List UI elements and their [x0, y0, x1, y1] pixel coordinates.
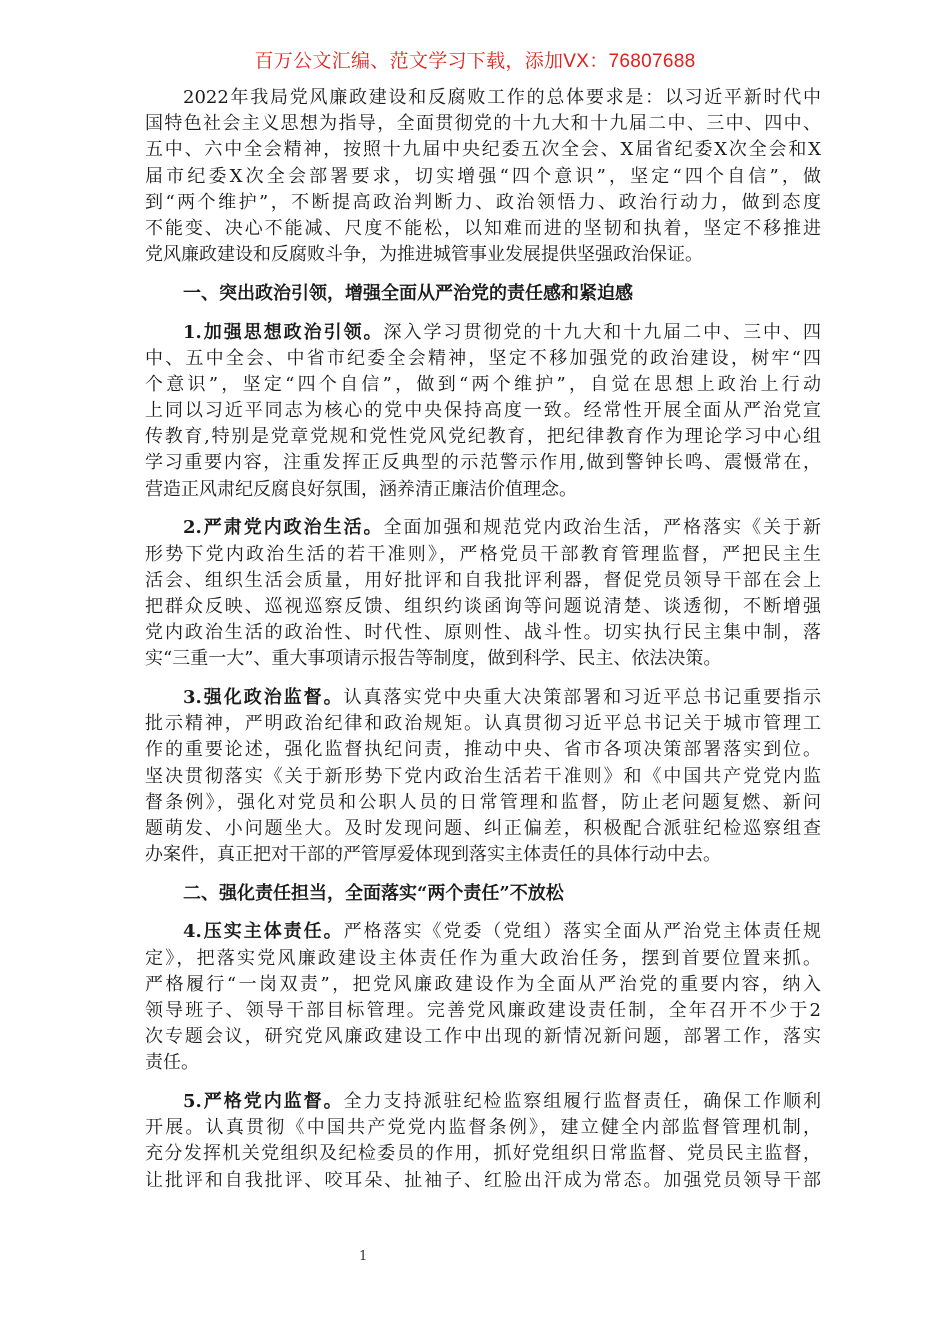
- text-line: [145, 372, 821, 398]
- line-text: 定》，把落实党风廉政建设主体责任作为重大政治任务，摆到首要位置来抓。: [145, 947, 821, 969]
- page-number: 1: [359, 1249, 368, 1264]
- line-text: 五中、六中全会精神，按照十九届中央纪委五次全会、X届省纪委X次全会和X: [145, 139, 821, 161]
- text-line: [145, 450, 821, 476]
- paragraph: [145, 320, 821, 503]
- line-text: 次专题会议，研究党风廉政建设工作中出现的新情况新问题，部署工作，落实: [145, 1026, 821, 1048]
- line-text: 把群众反映、巡视巡察反馈、组织约谈函询等问题说清楚、谈透彻，不断增强: [145, 595, 821, 617]
- text-line: [145, 946, 821, 972]
- line-text: 2022年我局党风廉政建设和反腐败工作的总体要求是：以习近平新时代中: [183, 87, 821, 108]
- paragraph-lead: 4.压实主体责任。: [183, 921, 344, 943]
- line-text: 题萌发、小问题坐大。及时发现问题、纠正偏差，积极配合派驻纪检巡察组查: [145, 817, 821, 839]
- line-text: 国特色社会主义思想为指导，全面贯彻党的十九大和十九届二中、三中、四中、: [145, 113, 821, 135]
- line-text: 领导班子、领导干部目标管理。完善党风廉政建设责任制，全年召开不少于2: [145, 1000, 821, 1021]
- section-heading: [145, 281, 821, 307]
- text-line: [145, 85, 821, 111]
- paragraph: [145, 685, 821, 868]
- text-line: [145, 1168, 821, 1194]
- line-text: 严格履行“一岗双责”，把党风廉政建设作为全面从严治党的重要内容，纳入: [145, 973, 821, 995]
- line-text: 一、突出政治引领，增强全面从严治党的责任感和紧迫感: [183, 282, 633, 304]
- text-line: [145, 842, 821, 868]
- line-text: 作的重要论述，强化监督执纪问责，推动中央、省市各项决策部署落实到位。: [145, 739, 821, 761]
- text-line: [145, 346, 821, 372]
- text-line: [145, 685, 821, 711]
- text-line: [145, 111, 821, 137]
- text-line: [145, 594, 821, 620]
- line-text: 党内政治生活的政治性、时代性、原则性、战斗性。切实执行民主集中制，落: [145, 622, 821, 644]
- paragraph: [145, 919, 821, 1076]
- line-text: 批示精神，严明政治纪律和政治规矩。认真贯彻习近平总书记关于城市管理工: [145, 713, 821, 735]
- text-line: [145, 711, 821, 737]
- text-line: [145, 190, 821, 216]
- document-body: [145, 85, 821, 1206]
- line-text: 中、五中全会、中省市纪委全会精神，坚定不移加强党的政治建设，树牢“四: [145, 347, 821, 369]
- line-text: 传教育,特别是党章党规和党性党风党纪教育，把纪律教育作为理论学习中心组: [145, 426, 821, 448]
- line-text: 党风廉政建设和反腐败斗争，为推进城管事业发展提供坚强政治保证。: [145, 244, 703, 266]
- line-text: 上同以习近平同志为核心的党中央保持高度一致。经常性开展全面从严治党宣: [145, 400, 821, 422]
- text-line: [145, 816, 821, 842]
- text-line: [145, 881, 821, 907]
- line-text: 个意识”，坚定“四个自信”，做到“两个维护”，自觉在思想上政治上行动: [145, 373, 821, 395]
- text-line: [145, 646, 821, 672]
- text-line: [145, 542, 821, 568]
- text-line: [145, 620, 821, 646]
- text-line: [145, 998, 821, 1024]
- text-line: [145, 1141, 821, 1167]
- text-line: [145, 515, 821, 541]
- line-text: 全面加强和规范党内政治生活，严格落实《关于新: [383, 517, 822, 539]
- text-line: [145, 137, 821, 163]
- text-line: [145, 1024, 821, 1050]
- paragraph: [145, 85, 821, 268]
- text-line: [145, 568, 821, 594]
- line-text: 形势下党内政治生活的若干准则》，严格党员干部教育管理监督，严把民主生: [145, 543, 821, 565]
- line-text: 届市纪委X次全会部署要求，切实增强“四个意识”，坚定“四个自信”，做: [145, 165, 821, 187]
- text-line: [145, 281, 821, 307]
- line-text: 严格落实《党委（党组）落实全面从严治党主体责任规: [343, 921, 821, 943]
- text-line: [145, 164, 821, 190]
- line-text: 全力支持派驻纪检监察组履行监督责任，确保工作顺利: [343, 1091, 821, 1113]
- paragraph-lead: 3.强化政治监督。: [183, 686, 344, 708]
- text-line: [145, 790, 821, 816]
- text-line: [145, 1115, 821, 1141]
- text-line: [145, 1089, 821, 1115]
- line-text: 到“两个维护”，不断提高政治判断力、政治领悟力、政治行动力，做到态度: [145, 191, 821, 213]
- line-text: 不能变、决心不能减、尺度不能松，以知难而进的坚韧和执着，坚定不移推进: [145, 217, 821, 239]
- line-text: 深入学习贯彻党的十九大和十九届二中、三中、四: [383, 321, 822, 343]
- line-text: 让批评和自我批评、咬耳朵、扯袖子、红脸出汗成为常态。加强党员领导干部: [145, 1169, 821, 1191]
- line-text: 坚决贯彻落实《关于新形势下党内政治生活若干准则》和《中国共产党党内监: [145, 765, 821, 787]
- text-line: [145, 398, 821, 424]
- paragraph-lead: 1.加强思想政治引领。: [183, 321, 384, 343]
- watermark-banner: 百万公文汇编、范文学习下载，添加VX：76807688: [254, 51, 696, 72]
- line-text: 开展。认真贯彻《中国共产党党内监督条例》，建立健全内部监督管理机制，: [145, 1117, 821, 1139]
- text-line: [145, 919, 821, 945]
- text-line: [145, 764, 821, 790]
- text-line: [145, 320, 821, 346]
- text-line: [145, 972, 821, 998]
- line-text: 二、强化责任担当，全面落实“两个责任”不放松: [183, 882, 564, 904]
- line-text: 实“三重一大”、重大事项请示报告等制度，做到科学、民主、依法决策。: [145, 648, 722, 670]
- paragraph: [145, 515, 821, 672]
- text-line: [145, 1050, 821, 1076]
- paragraph-lead: 5.严格党内监督。: [183, 1091, 344, 1113]
- line-text: 学习重要内容，注重发挥正反典型的示范警示作用,做到警钟长鸣、震慑常在，: [145, 452, 821, 474]
- text-line: [145, 216, 821, 242]
- text-line: [145, 424, 821, 450]
- line-text: 认真落实党中央重大决策部署和习近平总书记重要指示: [343, 686, 821, 708]
- paragraph-lead: 2.严肃党内政治生活。: [183, 517, 384, 539]
- line-text: 营造正风肃纪反腐良好氛围，涵养清正廉洁价值理念。: [145, 478, 577, 500]
- line-text: 督条例》，强化对党员和公职人员的日常管理和监督，防止老问题复燃、新问: [145, 791, 821, 813]
- line-text: 充分发挥机关党组织及纪检委员的作用，抓好党组织日常监督、党员民主监督，: [145, 1143, 821, 1165]
- line-text: 活会、组织生活会质量，用好批评和自我批评利器，督促党员领导干部在会上: [145, 569, 821, 591]
- text-line: [145, 737, 821, 763]
- paragraph: [145, 1089, 821, 1194]
- line-text: 责任。: [145, 1052, 199, 1074]
- text-line: [145, 242, 821, 268]
- section-heading: [145, 881, 821, 907]
- text-line: [145, 477, 821, 503]
- line-text: 办案件，真正把对干部的严管厚爱体现到落实主体责任的具体行动中去。: [145, 844, 721, 866]
